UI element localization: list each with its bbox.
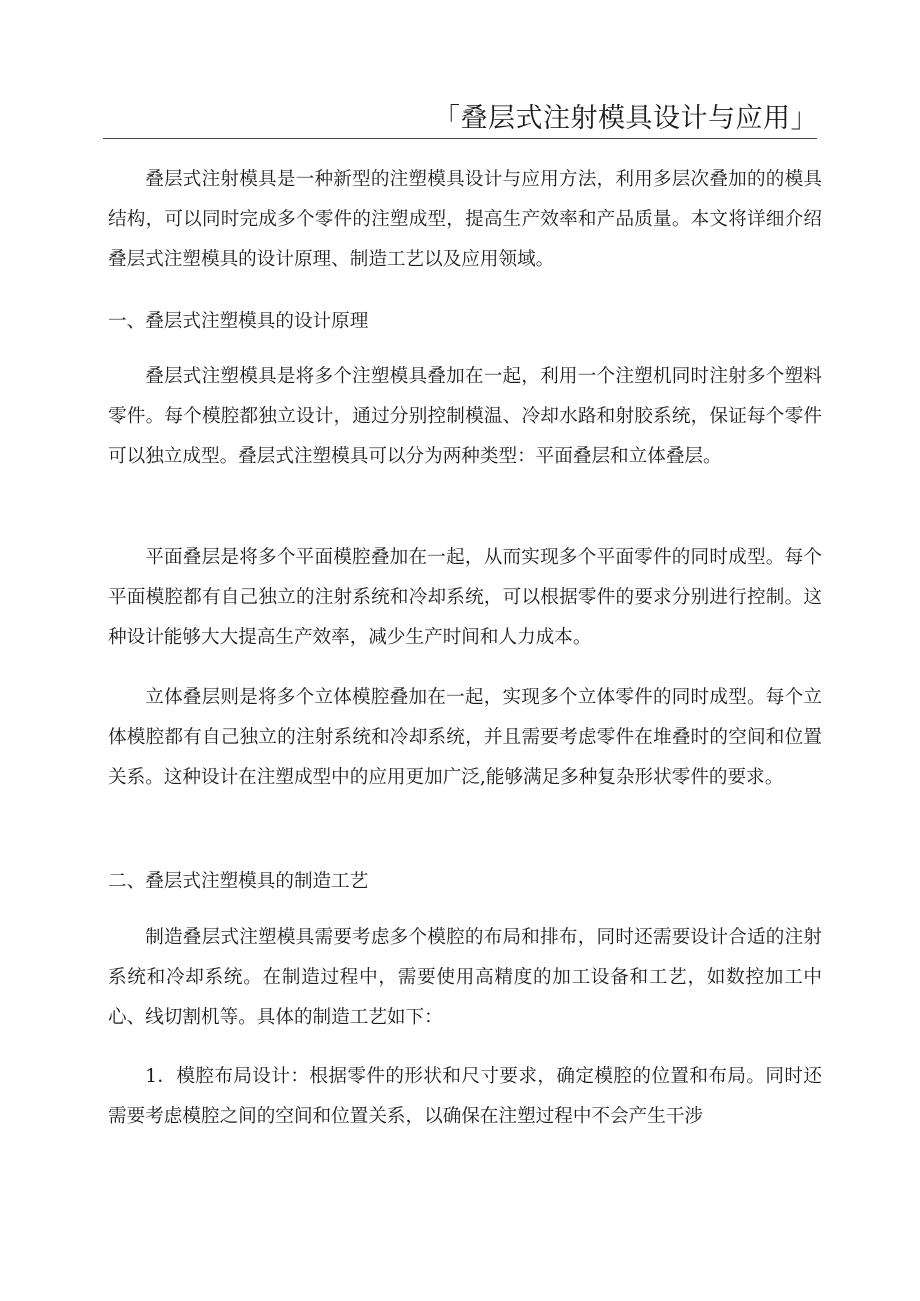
section2-paragraph-1: 制造叠层式注塑模具需要考虑多个模腔的布局和排布，同时还需要设计合适的注射系统和冷却系统。在制造过程中，需要使用高精度的加工设备和工艺，如数控加工中心、线切割机等。具体的制造工艺如下： [108,927,822,1028]
section1-paragraph-3: 立体叠层则是将多个立体模腔叠加在一起，实现多个立体零件的同时成型。每个立体模腔都有自己独立的注射系统和冷却系统，并且需要考虑零件在堆叠时的空间和位置关系。这种设计在注塑成型中的应用更加广泛,能够满足多种复杂形状零件的要求。 [108,687,822,788]
section2-paragraph-2: 1．模腔布局设计：根据零件的形状和尺寸要求，确定模腔的位置和布局。同时还需要考虑模腔之间的空间和位置关系，以确保在注塑过程中不会产生干涉 [108,1066,822,1127]
section2-heading: 二、叠层式注塑模具的制造工艺 [108,871,369,892]
section1-paragraph-2: 平面叠层是将多个平面模腔叠加在一起，从而实现多个平面零件的同时成型。每个平面模腔都有自己独立的注射系统和冷却系统，可以根据零件的要求分别进行控制。这种设计能够大大提高生产效率，减少生产时间和人力成本。 [108,547,822,648]
section1-paragraph-1: 叠层式注塑模具是将多个注塑模具叠加在一起，利用一个注塑机同时注射多个塑料零件。每个模腔都独立设计，通过分别控制模温、冷却水路和射胶系统，保证每个零件可以独立成型。叠层式注塑模具可以分为两种类型：平面叠层和立体叠层。 [108,366,822,467]
section1-heading: 一、叠层式注塑模具的设计原理 [108,311,369,332]
header-title: 「叠层式注射模具设计与应用」 [433,103,818,134]
intro-paragraph: 叠层式注射模具是一种新型的注塑模具设计与应用方法，利用多层次叠加的的模具结构，可以同时完成多个零件的注塑成型，提高生产效率和产品质量。本文将详细介绍叠层式注塑模具的设计原理、制造工艺以及应用领域。 [108,169,822,270]
header-divider [103,138,817,139]
